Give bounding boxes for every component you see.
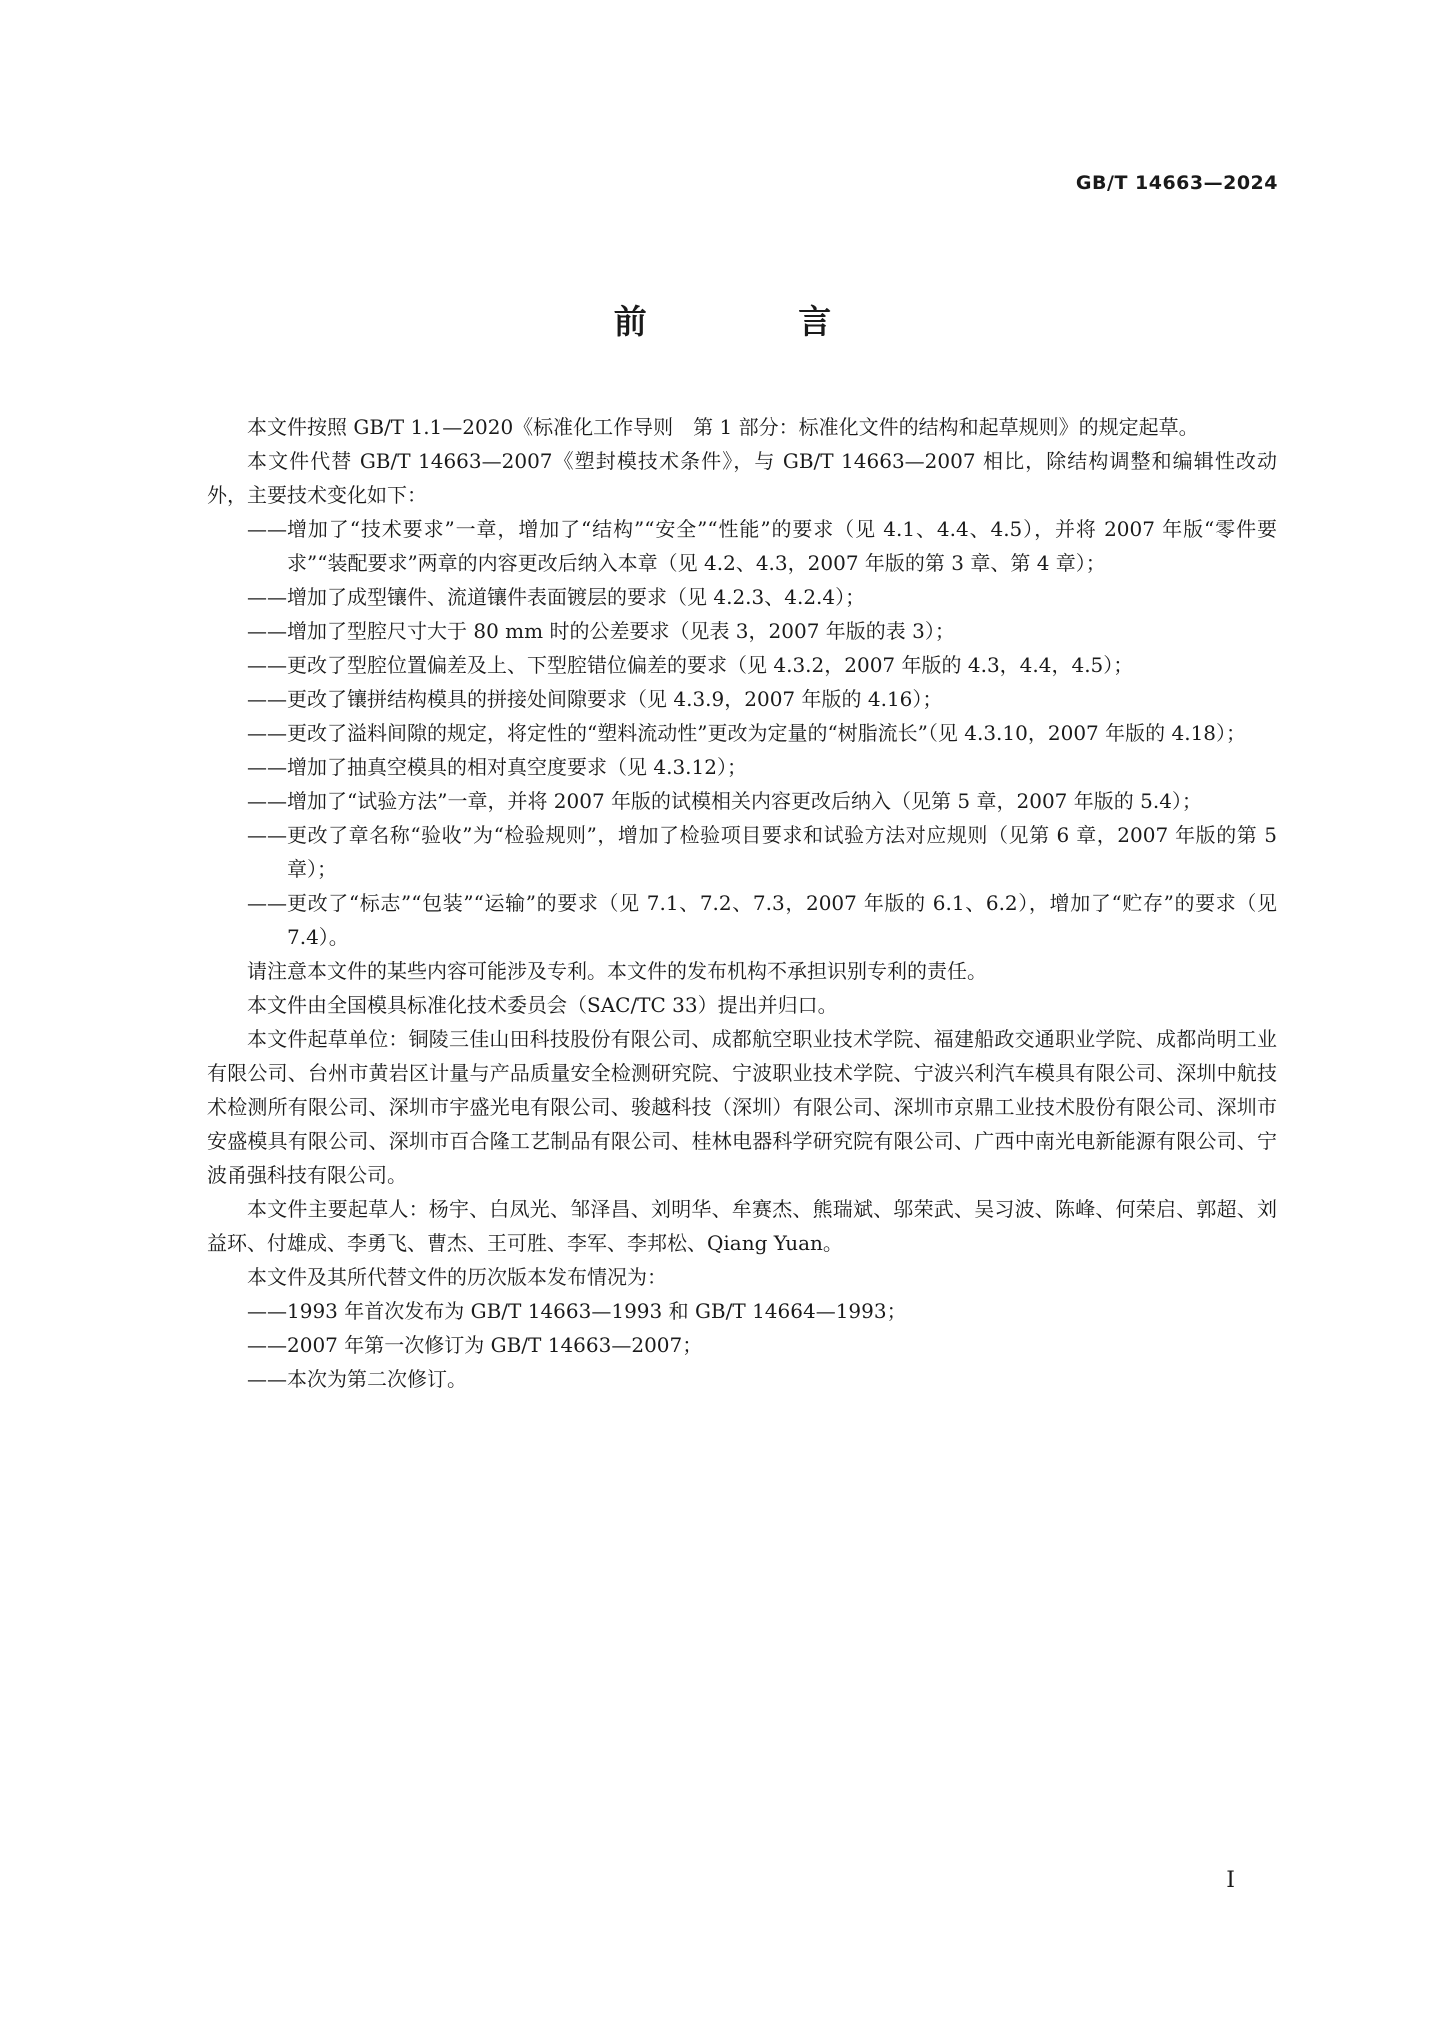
history-item [247,1362,1277,1396]
dash-mark: —— [247,687,287,711]
intro-paragraph-2: 本文件代替 GB/T 14663—2007《塑封模技术条件》，与 GB/T 14663—2007 相比，除结构调整和编辑性改动外，主要技术变化如下： [207,449,1277,507]
change-item [247,784,1277,818]
page-title: 前 言 [613,302,902,341]
dash-mark: —— [247,1367,287,1391]
dash-mark: —— [247,1299,287,1323]
dash-mark: —— [247,721,287,745]
change-item [247,886,1277,954]
history-item [247,1328,1277,1362]
change-item-text: 更改了溢料间隙的规定，将定性的“塑料流动性”更改为定量的“树脂流长”（见 4.3.10，2007 年版的 4.18）； [287,721,1247,745]
change-item-text: 增加了成型镶件、流道镶件表面镀层的要求（见 4.2.3、4.2.4）； [287,585,866,609]
dash-mark: —— [247,823,287,847]
dash-mark: —— [247,585,287,609]
dash-mark: —— [247,755,287,779]
committee-note: 本文件由全国模具标准化技术委员会（SAC/TC 33）提出并归口。 [247,993,838,1017]
change-item-text: 更改了镶拼结构模具的拼接处间隙要求（见 4.3.9，2007 年版的 4.16）； [287,687,943,711]
change-item-text: 增加了型腔尺寸大于 80 mm 时的公差要求（见表 3，2007 年版的表 3）； [287,619,955,643]
change-item-text: 更改了型腔位置偏差及上、下型腔错位偏差的要求（见 4.3.2，2007 年版的 4.3，4.4，4.5）； [287,653,1134,677]
patent-note: 请注意本文件的某些内容可能涉及专利。本文件的发布机构不承担识别专利的责任。 [247,959,987,983]
history-item-text: 本次为第二次修订。 [287,1367,467,1391]
change-item [247,750,1277,784]
change-item [247,716,1277,750]
drafting-units: 本文件起草单位：铜陵三佳山田科技股份有限公司、成都航空职业技术学院、福建船政交通职业学院、成都尚明工业有限公司、台州市黄岩区计量与产品质量安全检测研究院、宁波职业技术学院、宁波兴利汽车模具有限公司、深圳中航技术检测所有限公司、深圳市宇盛光电有限公司、骏越科技（深圳）有限公司、深圳市京鼎工业技术股份有限公司、深圳市安盛模具有限公司、深圳市百合隆工艺制品有限公司、桂林电器科学研究院有限公司、广西中南光电新能源有限公司、宁波甬强科技有限公司。 [207,1027,1277,1187]
change-item [247,648,1277,682]
change-item-text: 增加了抽真空模具的相对真空度要求（见 4.3.12）； [287,755,747,779]
change-item-text: 更改了章名称“验收”为“检验规则”，增加了检验项目要求和试验方法对应规则（见第 6 章，2007 年版的第 5 章）； [287,823,1277,881]
doc-code: GB/T 14663—2024 [1075,172,1278,194]
dash-mark: —— [247,517,287,541]
dash-mark: —— [247,653,287,677]
dash-mark: —— [247,619,287,643]
change-item [247,614,1277,648]
change-item [247,512,1277,580]
preface-body [207,410,1277,1396]
dash-mark: —— [247,1333,287,1357]
change-item [247,580,1277,614]
change-item [247,682,1277,716]
history-item-text: 2007 年第一次修订为 GB/T 14663—2007； [287,1333,703,1357]
page-number: I [1226,1868,1235,1893]
dash-mark: —— [247,789,287,813]
dash-mark: —— [247,891,287,915]
change-item-text: 增加了“技术要求”一章，增加了“结构”“安全”“性能”的要求（见 4.1、4.4、4.5），并将 2007 年版“零件要求”“装配要求”两章的内容更改后纳入本章（见 4.2、4.3，2007 年版的第 3 章、第 4 章）； [287,517,1277,575]
change-item-text: 更改了“标志”“包装”“运输”的要求（见 7.1、7.2、7.3，2007 年版的 6.1、6.2），增加了“贮存”的要求（见 7.4）。 [287,891,1277,949]
history-item-text: 1993 年首次发布为 GB/T 14663—1993 和 GB/T 14664—1993； [287,1299,907,1323]
intro-paragraph-1: 本文件按照 GB/T 1.1—2020《标准化工作导则 第 1 部分：标准化文件的结构和起草规则》的规定起草。 [247,415,1199,439]
change-item [247,818,1277,886]
history-intro: 本文件及其所代替文件的历次版本发布情况为： [247,1265,667,1289]
history-item [247,1294,1277,1328]
drafters: 本文件主要起草人：杨宇、白凤光、邹泽昌、刘明华、牟赛杰、熊瑞斌、邬荣武、吴习波、陈峰、何荣启、郭超、刘益环、付雄成、李勇飞、曹杰、王可胜、李军、李邦松、Qiang Yuan。 [207,1197,1277,1255]
change-item-text: 增加了“试验方法”一章，并将 2007 年版的试模相关内容更改后纳入（见第 5 章，2007 年版的 5.4）； [287,789,1202,813]
